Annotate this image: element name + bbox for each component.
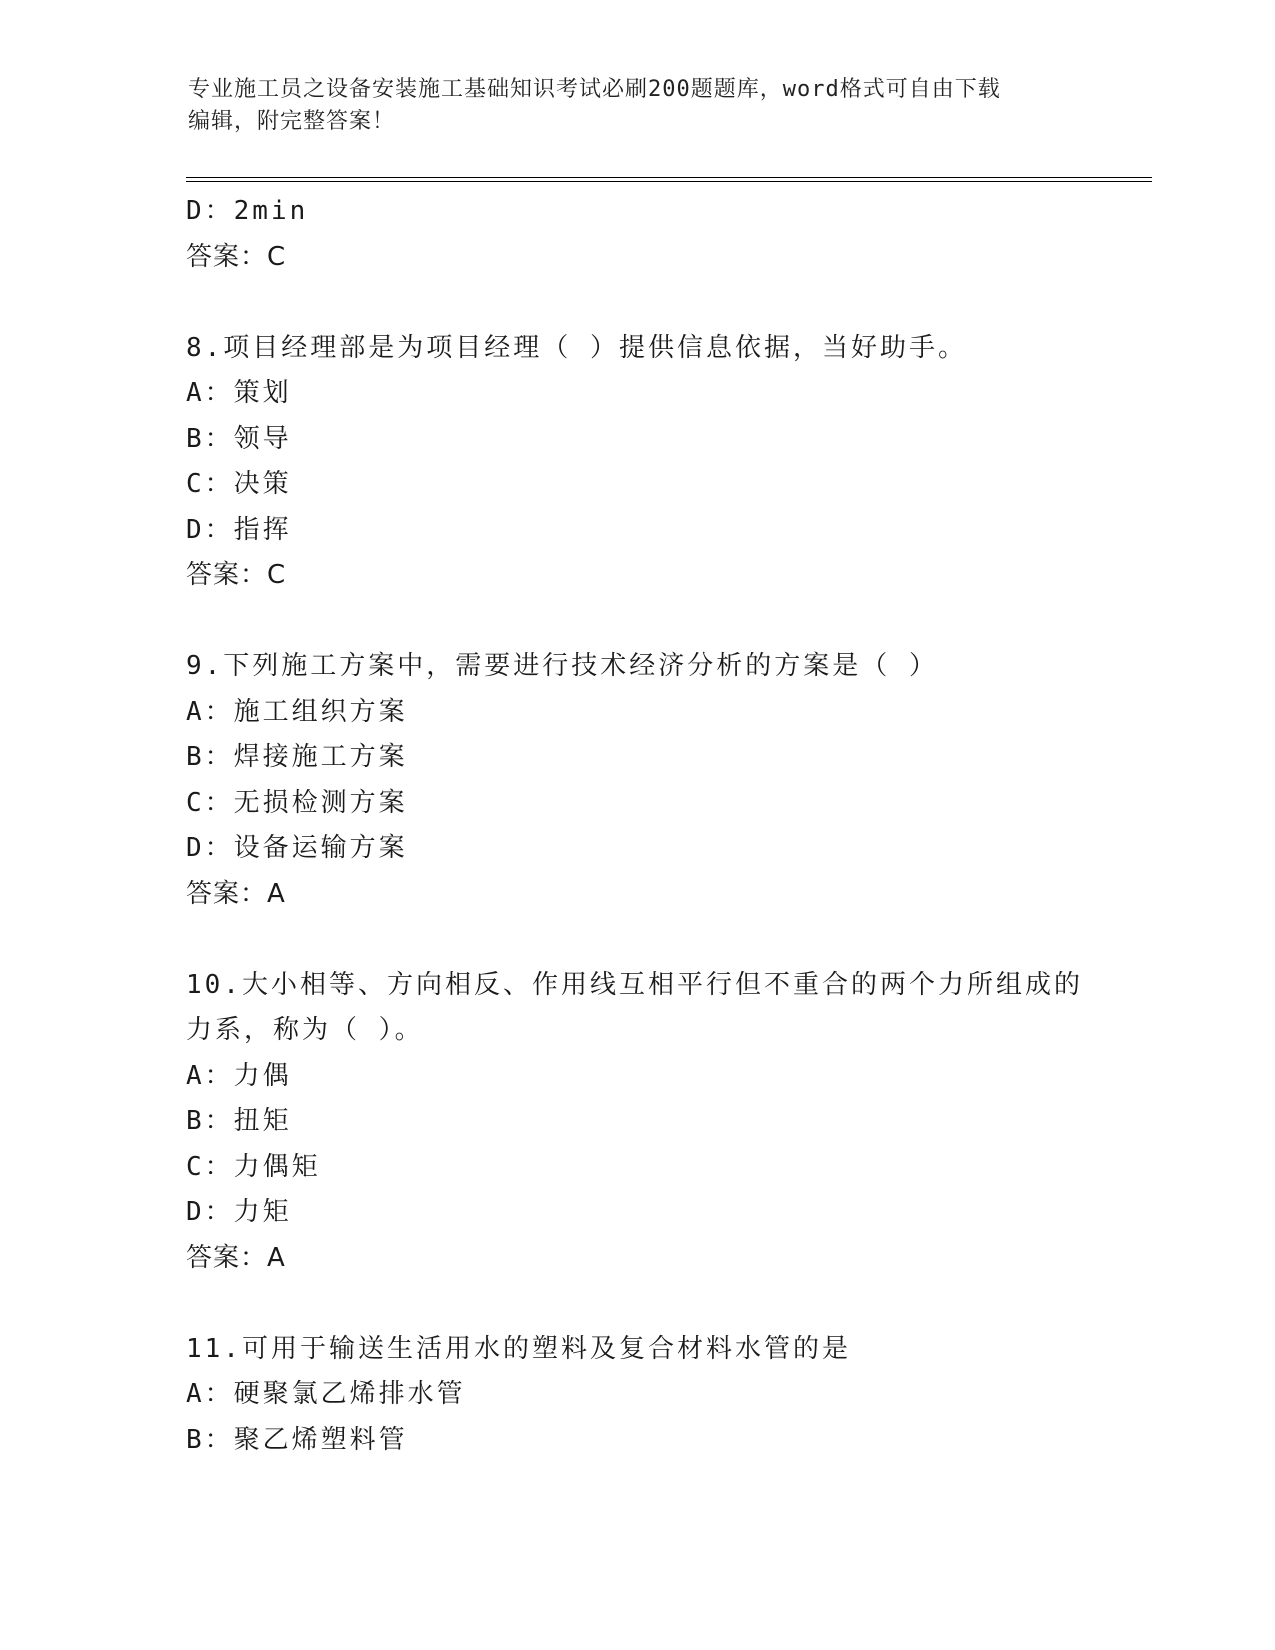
question-title: 11.可用于输送生活用水的塑料及复合材料水管的是 — [186, 1333, 851, 1364]
option-d: D：设备运输方案 — [186, 833, 408, 863]
answer-line: 答案：C — [186, 241, 287, 272]
document-header — [188, 74, 1088, 138]
spacer — [186, 280, 1106, 326]
question-title-line-1: 10.大小相等、方向相反、作用线互相平行但不重合的两个力所组成的 — [186, 969, 1083, 1000]
header-divider-bottom — [186, 181, 1152, 182]
question-9 — [186, 644, 1106, 917]
option-c: C：无损检测方案 — [186, 787, 408, 818]
option-c: C：决策 — [186, 469, 292, 499]
question-11 — [186, 1327, 1106, 1464]
option-b: B：扭矩 — [186, 1106, 292, 1136]
option-b: B：聚乙烯塑料管 — [186, 1424, 408, 1455]
header-line-2: 编辑，附完整答案！ — [188, 109, 396, 134]
option-c: C：力偶矩 — [186, 1151, 321, 1182]
question-10 — [186, 963, 1106, 1282]
header-line-1: 专业施工员之设备安装施工基础知识考试必刷200题题库，word格式可自由下载 — [188, 77, 1001, 102]
option-a: A：硬聚氯乙烯排水管 — [186, 1379, 466, 1409]
spacer — [186, 917, 1106, 963]
option-d: D：2min — [186, 196, 309, 226]
question-title-line-2: 力系，称为（ ）。 — [186, 1015, 424, 1045]
question-title: 9.下列施工方案中，需要进行技术经济分析的方案是（ ） — [186, 651, 938, 681]
answer-line: 答案：C — [186, 560, 287, 590]
option-a: A：施工组织方案 — [186, 696, 408, 727]
header-divider-top — [186, 177, 1152, 178]
option-b: B：焊接施工方案 — [186, 742, 408, 772]
option-d: D：力矩 — [186, 1197, 292, 1227]
question-8 — [186, 326, 1106, 599]
option-a: A：力偶 — [186, 1060, 292, 1091]
answer-line: 答案：A — [186, 878, 286, 909]
option-b: B：领导 — [186, 423, 292, 454]
spacer — [186, 1281, 1106, 1327]
option-a: A：策划 — [186, 378, 292, 408]
answer-line: 答案：A — [186, 1242, 286, 1273]
spacer — [186, 599, 1106, 645]
question-title: 8.项目经理部是为项目经理（ ）提供信息依据，当好助手。 — [186, 332, 967, 363]
question-list — [186, 189, 1106, 1463]
option-d: D：指挥 — [186, 514, 292, 545]
